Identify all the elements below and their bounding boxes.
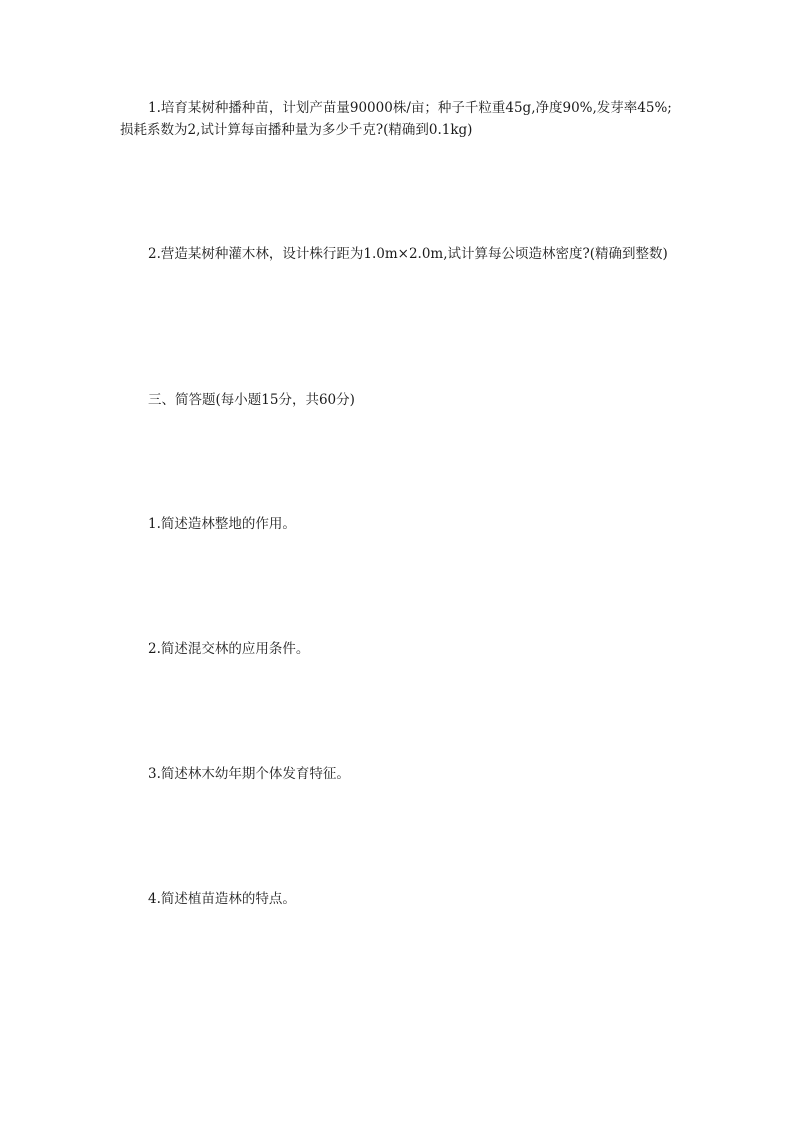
short-answer-question-2: 2.简述混交林的应用条件。: [148, 641, 310, 657]
short-answer-question-4: 4.简述植苗造林的特点。: [148, 891, 296, 907]
calculation-question-1: 1.培育某树种播种苗，计划产苗量90000株/亩；种子千粒重45g,净度90%,发芽率45%;损耗系数为2,试计算每亩播种量为多少千克?(精确到0.1kg): [120, 100, 672, 138]
section-heading: 三、简答题(每小题15分，共60分): [148, 392, 355, 408]
calculation-question-2: 2.营造某树种灌木林，设计株行距为1.0m×2.0m,试计算每公顷造林密度?(精确到整数): [148, 246, 668, 262]
short-answer-question-1: 1.简述造林整地的作用。: [148, 516, 296, 532]
short-answer-question-3: 3.简述林木幼年期个体发育特征。: [148, 766, 350, 782]
